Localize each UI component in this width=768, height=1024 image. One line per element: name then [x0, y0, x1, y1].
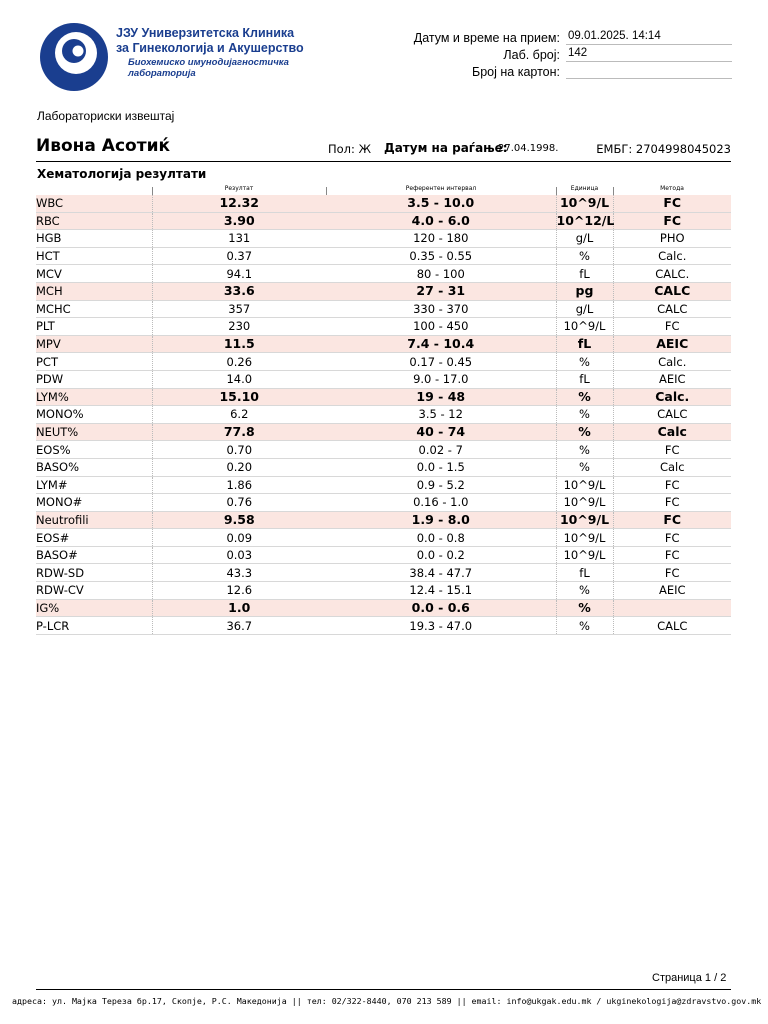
test-name: MCH [36, 282, 152, 300]
table-row [36, 265, 731, 283]
section-title: Хематологија резултати [37, 167, 207, 181]
patient-dob-value: 27.04.1998. [498, 143, 559, 154]
table-row [36, 195, 731, 212]
unit: % [556, 388, 613, 406]
unit: % [556, 353, 613, 371]
reference-interval: 0.17 - 0.45 [326, 353, 556, 371]
unit: pg [556, 282, 613, 300]
reference-interval: 7.4 - 10.4 [326, 335, 556, 353]
result-value: 14.0 [152, 370, 326, 388]
footer-contact: адреса: ул. Мајка Тереза бр.17, Скопје, Р.С. Македонија || тел: 02/322-8440, 070 213 589 || email: info@ukgak.edu.mk / ukginekologija@zdravstvo.gov.mk [12, 996, 762, 1006]
result-value: 9.58 [152, 511, 326, 529]
reference-interval: 330 - 370 [326, 300, 556, 318]
lab-number-value: 142 [566, 46, 732, 62]
column-header-result: Резултат [224, 185, 254, 192]
table-row [36, 617, 731, 635]
method: FC [613, 212, 731, 230]
reference-interval: 0.0 - 0.2 [326, 546, 556, 564]
method: Calc [613, 458, 731, 476]
result-value: 94.1 [152, 265, 326, 283]
test-name: BASO# [36, 546, 152, 564]
unit: 10^9/L [556, 195, 613, 212]
test-name: PLT [36, 318, 152, 336]
table-row [36, 282, 731, 300]
result-value: 1.0 [152, 599, 326, 617]
result-value: 0.70 [152, 441, 326, 459]
method: CALC. [613, 265, 731, 283]
result-value: 15.10 [152, 388, 326, 406]
reference-interval: 80 - 100 [326, 265, 556, 283]
reference-interval: 120 - 180 [326, 230, 556, 248]
unit: g/L [556, 300, 613, 318]
method: FC [613, 529, 731, 547]
page-number: Страница 1 / 2 [652, 972, 727, 984]
table-row [36, 247, 731, 265]
unit: 10^9/L [556, 476, 613, 494]
reference-interval: 12.4 - 15.1 [326, 582, 556, 600]
method: Calc. [613, 388, 731, 406]
table-row [36, 564, 731, 582]
test-name: HGB [36, 230, 152, 248]
reference-interval: 40 - 74 [326, 423, 556, 441]
method: FC [613, 195, 731, 212]
result-value: 357 [152, 300, 326, 318]
method: PHO [613, 230, 731, 248]
table-row [36, 370, 731, 388]
table-row [36, 212, 731, 230]
test-name: MCHC [36, 300, 152, 318]
result-value: 0.37 [152, 247, 326, 265]
patient-sex: Пол: Ж [328, 142, 371, 156]
test-name: EOS% [36, 441, 152, 459]
unit: fL [556, 370, 613, 388]
table-row [36, 441, 731, 459]
table-row [36, 406, 731, 424]
method: Calc. [613, 353, 731, 371]
method: FC [613, 476, 731, 494]
card-number-label: Број на картон: [472, 65, 560, 79]
test-name: BASO% [36, 458, 152, 476]
method: FC [613, 564, 731, 582]
method: Calc [613, 423, 731, 441]
test-name: NEUT% [36, 423, 152, 441]
unit: 10^9/L [556, 546, 613, 564]
unit: 10^9/L [556, 529, 613, 547]
reference-interval: 9.0 - 17.0 [326, 370, 556, 388]
reference-interval: 1.9 - 8.0 [326, 511, 556, 529]
unit: g/L [556, 230, 613, 248]
test-name: MCV [36, 265, 152, 283]
test-name: PDW [36, 370, 152, 388]
reference-interval: 27 - 31 [326, 282, 556, 300]
table-row [36, 582, 731, 600]
reference-interval: 19.3 - 47.0 [326, 617, 556, 635]
admission-datetime-value: 09.01.2025. 14:14 [566, 29, 732, 45]
test-name: PCT [36, 353, 152, 371]
table-row [36, 335, 731, 353]
unit: % [556, 406, 613, 424]
result-value: 33.6 [152, 282, 326, 300]
result-value: 12.6 [152, 582, 326, 600]
method [613, 599, 731, 617]
method: FC [613, 511, 731, 529]
lab-number-label: Лаб. број: [503, 48, 560, 62]
column-header-reference: Референтен интервал [405, 185, 477, 192]
test-name: MONO% [36, 406, 152, 424]
method: FC [613, 441, 731, 459]
unit: 10^9/L [556, 318, 613, 336]
clinic-logo-icon [36, 22, 112, 92]
test-name: RBC [36, 212, 152, 230]
reference-interval: 0.02 - 7 [326, 441, 556, 459]
reference-interval: 0.35 - 0.55 [326, 247, 556, 265]
report-title: Лабораториски извештај [37, 109, 175, 123]
result-value: 0.09 [152, 529, 326, 547]
unit: fL [556, 564, 613, 582]
reference-interval: 0.9 - 5.2 [326, 476, 556, 494]
unit: % [556, 458, 613, 476]
test-name: P-LCR [36, 617, 152, 635]
unit: % [556, 441, 613, 459]
result-value: 77.8 [152, 423, 326, 441]
result-value: 0.76 [152, 494, 326, 512]
test-name: IG% [36, 599, 152, 617]
reference-interval: 38.4 - 47.7 [326, 564, 556, 582]
unit: % [556, 582, 613, 600]
table-row [36, 353, 731, 371]
test-name: EOS# [36, 529, 152, 547]
result-value: 230 [152, 318, 326, 336]
test-name: LYM# [36, 476, 152, 494]
result-value: 131 [152, 230, 326, 248]
table-row [36, 423, 731, 441]
results-table [36, 195, 731, 635]
unit: % [556, 599, 613, 617]
test-name: RDW-CV [36, 582, 152, 600]
test-name: Neutrofili [36, 511, 152, 529]
unit: fL [556, 265, 613, 283]
method: FC [613, 494, 731, 512]
admission-info [370, 28, 732, 79]
lab-name: Биохемиско имунодијагностичка лабораторија [128, 57, 289, 79]
unit: 10^9/L [556, 511, 613, 529]
method: AEIC [613, 582, 731, 600]
reference-interval: 19 - 48 [326, 388, 556, 406]
institution-logo-block [36, 22, 312, 92]
result-value: 3.90 [152, 212, 326, 230]
card-number-value [566, 63, 732, 79]
result-value: 11.5 [152, 335, 326, 353]
method: AEIC [613, 370, 731, 388]
result-value: 0.20 [152, 458, 326, 476]
test-name: HCT [36, 247, 152, 265]
patient-embg: ЕМБГ: 2704998045023 [596, 142, 731, 156]
method: AEIC [613, 335, 731, 353]
unit: % [556, 423, 613, 441]
unit: % [556, 617, 613, 635]
table-row [36, 529, 731, 547]
method: CALC [613, 300, 731, 318]
footer-divider [36, 989, 731, 990]
table-row [36, 458, 731, 476]
method: CALC [613, 617, 731, 635]
reference-interval: 0.0 - 1.5 [326, 458, 556, 476]
result-value: 43.3 [152, 564, 326, 582]
column-header-method: Метода [660, 185, 684, 192]
patient-dob-label: Датум на раѓање: [384, 141, 508, 155]
institution-name: ЈЗУ Универзитетска Клиника за Гинекологија и Акушерство [116, 26, 304, 55]
table-row [36, 476, 731, 494]
method: Calc. [613, 247, 731, 265]
reference-interval: 4.0 - 6.0 [326, 212, 556, 230]
test-name: LYM% [36, 388, 152, 406]
test-name: WBC [36, 195, 152, 212]
reference-interval: 0.0 - 0.8 [326, 529, 556, 547]
unit: fL [556, 335, 613, 353]
test-name: MONO# [36, 494, 152, 512]
result-value: 6.2 [152, 406, 326, 424]
column-header-unit: Единица [570, 185, 599, 192]
method: FC [613, 546, 731, 564]
method: FC [613, 318, 731, 336]
test-name: RDW-SD [36, 564, 152, 582]
result-value: 12.32 [152, 195, 326, 212]
result-value: 36.7 [152, 617, 326, 635]
result-value: 1.86 [152, 476, 326, 494]
method: CALC [613, 282, 731, 300]
reference-interval: 100 - 450 [326, 318, 556, 336]
reference-interval: 0.0 - 0.6 [326, 599, 556, 617]
unit: 10^12/L [556, 212, 615, 228]
unit: % [556, 247, 613, 265]
table-row [36, 511, 731, 529]
result-value: 0.03 [152, 546, 326, 564]
table-row [36, 599, 731, 617]
test-name: MPV [36, 335, 152, 353]
method: CALC [613, 406, 731, 424]
table-row [36, 494, 731, 512]
table-row [36, 318, 731, 336]
reference-interval: 3.5 - 12 [326, 406, 556, 424]
table-row [36, 300, 731, 318]
patient-info [36, 136, 731, 162]
unit: 10^9/L [556, 494, 613, 512]
reference-interval: 3.5 - 10.0 [326, 195, 556, 212]
table-row [36, 388, 731, 406]
table-row [36, 230, 731, 248]
admission-datetime-label: Датум и време на прием: [413, 31, 560, 45]
patient-name: Ивона Асотиќ [36, 136, 171, 156]
result-value: 0.26 [152, 353, 326, 371]
table-row [36, 546, 731, 564]
reference-interval: 0.16 - 1.0 [326, 494, 556, 512]
